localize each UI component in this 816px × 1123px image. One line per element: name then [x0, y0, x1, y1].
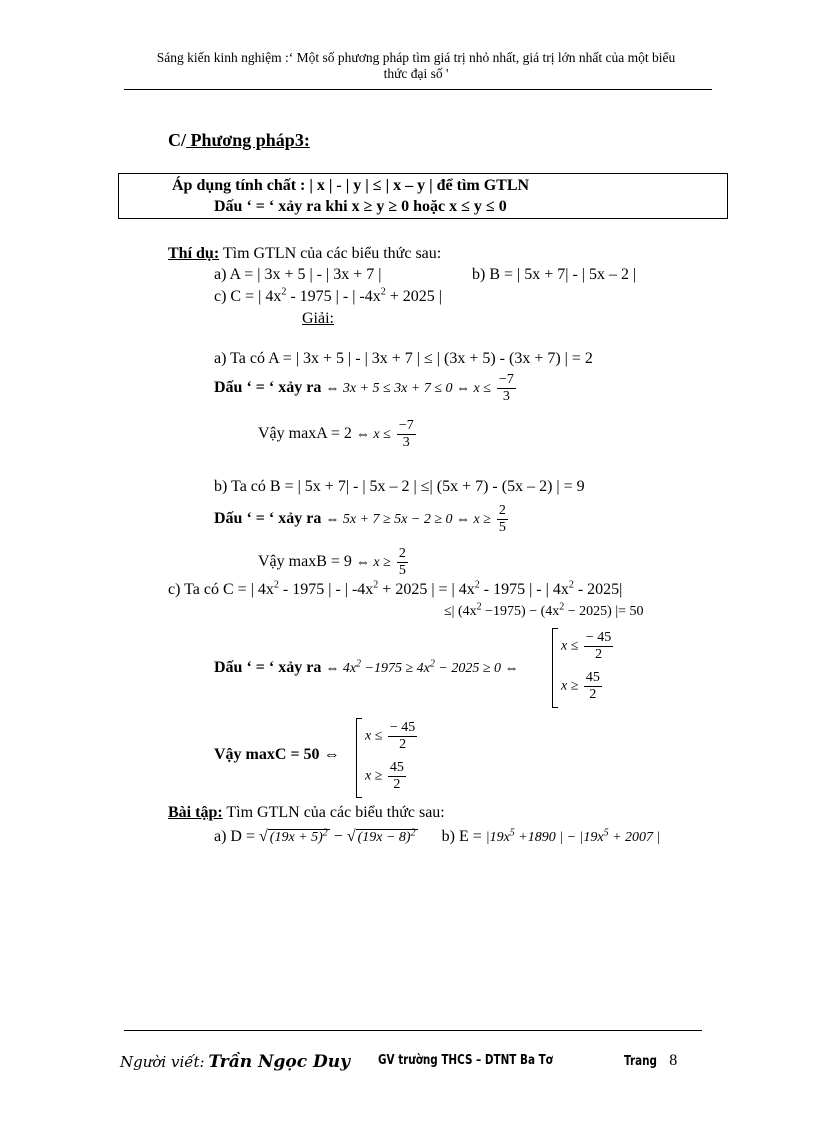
system-row-2 — [365, 760, 408, 793]
relation: x ≥ — [365, 768, 383, 784]
denominator: 5 — [498, 520, 506, 535]
system-row-1 — [365, 720, 419, 753]
solution-c-line-2 — [444, 601, 644, 620]
exercise-label: Bài tập: — [168, 804, 223, 821]
solution-a-max — [258, 418, 418, 451]
denominator: 2 — [595, 647, 603, 662]
fraction — [388, 720, 417, 753]
text: − 2025 ≥ 0 ⇔ — [434, 661, 519, 676]
equiv-symbol: ⇔ — [323, 746, 340, 763]
denominator: 2 — [399, 737, 407, 752]
fraction — [397, 418, 416, 451]
denominator: 2 — [589, 687, 597, 702]
section-title-text: Phương pháp3: — [186, 130, 310, 150]
text: c) C = | 4x — [214, 288, 282, 305]
numerator: − 45 — [585, 630, 612, 645]
footer-school: GV trường THCS – DTNT Ba Tơ — [378, 1053, 553, 1068]
author-label: Người viết: — [120, 1053, 205, 1071]
solution-b-condition — [214, 503, 510, 536]
author-name: Trần Ngọc Duy — [208, 1052, 351, 1072]
sqrt-1: √ $(19x + 5)^2$ — [259, 827, 328, 845]
footer-page — [624, 1052, 677, 1070]
text: b) E = — [441, 828, 482, 845]
minus: − — [333, 828, 343, 845]
text: - 2025| — [573, 581, 623, 598]
header-line-2: thức đại số ' — [383, 66, 449, 81]
radicand — [356, 829, 418, 846]
exponent: 2 — [429, 658, 435, 670]
numerator: − 45 — [389, 720, 416, 735]
numerator: −7 — [398, 418, 414, 433]
max-text: Vậy maxC = 50 — [214, 746, 320, 763]
text: −1975) − (4x — [481, 604, 560, 619]
exercise-heading — [168, 804, 445, 822]
max-expr: ⇔ x ≥ — [355, 555, 391, 571]
condition-expr — [325, 658, 519, 676]
footer-rule — [124, 1030, 702, 1031]
text: c) Ta có C = | 4x — [168, 581, 274, 598]
condition-label: Dấu ‘ = ‘ xảy ra — [214, 659, 322, 676]
exponent: 2 — [474, 579, 480, 591]
solution-c-line-1 — [168, 581, 622, 599]
denominator: 3 — [502, 389, 510, 404]
solution-b-max — [258, 546, 410, 579]
denominator: 2 — [393, 777, 401, 792]
footer-author — [120, 1052, 350, 1072]
text: ≤| (4x — [444, 604, 477, 619]
example-label: Thí dụ: — [168, 245, 220, 262]
condition-expr: ⇔ 3x + 5 ≤ 3x + 7 ≤ 0 ⇔ x ≤ — [325, 381, 491, 397]
condition-system — [552, 628, 623, 708]
radicand — [268, 829, 330, 846]
sqrt-2: √ $(19x - 8)^2$ — [346, 827, 416, 845]
exponent: 5 — [509, 827, 515, 839]
exponent: 5 — [603, 827, 609, 839]
exponent: 2 — [568, 579, 574, 591]
relation: x ≤ — [365, 728, 383, 744]
example-heading — [168, 245, 441, 263]
text: ⇔ 4x — [325, 661, 357, 676]
solution-c-condition — [214, 659, 519, 677]
denominator: 5 — [398, 563, 406, 578]
exponent: 2 — [273, 579, 279, 591]
property-line-2: Dấu ‘ = ‘ xảy ra khi x ≥ y ≥ 0 hoặc x ≤ y ≤ 0 — [214, 198, 507, 215]
fraction — [388, 760, 406, 793]
numerator: 45 — [389, 760, 404, 775]
exponent: 2 — [373, 579, 379, 591]
text: +1890 | − |19x — [514, 830, 604, 845]
exponent: 2 — [559, 601, 565, 613]
text: −1975 ≥ 4x — [361, 661, 430, 676]
section-title — [168, 130, 310, 151]
example-intro: Tìm GTLN của các biểu thức sau: — [219, 245, 442, 262]
max-text: Vậy maxB = 9 — [258, 553, 352, 571]
numerator: −7 — [498, 372, 514, 387]
header-rule — [124, 89, 712, 90]
page-label: Trang — [624, 1054, 657, 1069]
page-number: 8 — [669, 1052, 678, 1069]
exponent: 2 — [380, 286, 386, 298]
relation: x ≥ — [561, 678, 579, 694]
condition-label: Dấu ‘ = ‘ xảy ra — [214, 510, 322, 528]
text: − 2025) |= 50 — [564, 604, 644, 619]
exponent: 2 — [322, 827, 328, 839]
text: a) D = — [214, 828, 256, 845]
text: - 1975 | - | -4x — [278, 581, 374, 598]
example-c — [214, 288, 442, 306]
fraction — [397, 546, 408, 579]
max-text: Vậy maxA = 2 — [258, 425, 352, 443]
fraction — [497, 503, 508, 536]
max-expr: ⇔ x ≤ — [355, 427, 391, 443]
solution-a-line: a) Ta có A = | 3x + 5 | - | 3x + 7 | ≤ | (3x + 5) - (3x + 7) | = 2 — [214, 350, 593, 367]
exercise-intro: Tìm GTLN của các biểu thức sau: — [222, 804, 445, 821]
example-b: b) B = | 5x + 7| - | 5x – 2 | — [472, 266, 637, 283]
max-system — [356, 718, 427, 798]
solution-c-max — [214, 746, 340, 764]
text: (19x − 8) — [357, 830, 411, 845]
exponent: 2 — [476, 601, 482, 613]
numerator: 2 — [498, 503, 506, 518]
condition-expr: ⇔ 5x + 7 ≥ 5x − 2 ≥ 0 ⇔ x ≥ — [325, 512, 491, 528]
relation: x ≤ — [561, 638, 579, 654]
fraction — [584, 630, 613, 663]
denominator: 3 — [402, 435, 410, 450]
text: + 2007 | — [608, 830, 661, 845]
text: - 1975 | - | 4x — [479, 581, 569, 598]
example-a: a) A = | 3x + 5 | - | 3x + 7 | — [214, 266, 382, 283]
expr-e — [485, 827, 661, 845]
fraction — [497, 372, 516, 405]
numerator: 45 — [585, 670, 600, 685]
text: - 1975 | - | -4x — [286, 288, 381, 305]
property-line-1: Áp dụng tính chất : | x | - | y | ≤ | x – y | để tìm GTLN — [172, 177, 530, 194]
text: (19x + 5) — [269, 830, 323, 845]
exercise-items — [214, 828, 660, 846]
text: + 2025 | = | 4x — [378, 581, 475, 598]
header-line-1: Sáng kiến kinh nghiệm :‘ Một số phương pháp tìm giá trị nhỏ nhất, giá trị lớn nhất của một biểu — [156, 50, 676, 65]
exponent: 2 — [356, 658, 362, 670]
solution-a-condition — [214, 372, 518, 405]
text: |19x — [485, 830, 510, 845]
fraction — [584, 670, 602, 703]
exponent: 2 — [410, 827, 416, 839]
solution-label: Giải: — [302, 310, 334, 327]
system-row-1 — [561, 630, 615, 663]
section-prefix: C/ — [168, 130, 186, 150]
exponent: 2 — [281, 286, 287, 298]
solution-b-line: b) Ta có B = | 5x + 7| - | 5x – 2 | ≤| (5x + 7) - (5x – 2) | = 9 — [214, 478, 585, 495]
numerator: 2 — [398, 546, 406, 561]
condition-label: Dấu ‘ = ‘ xảy ra — [214, 379, 322, 397]
system-row-2 — [561, 670, 604, 703]
page-header — [120, 50, 712, 82]
text: + 2025 | — [385, 288, 442, 305]
